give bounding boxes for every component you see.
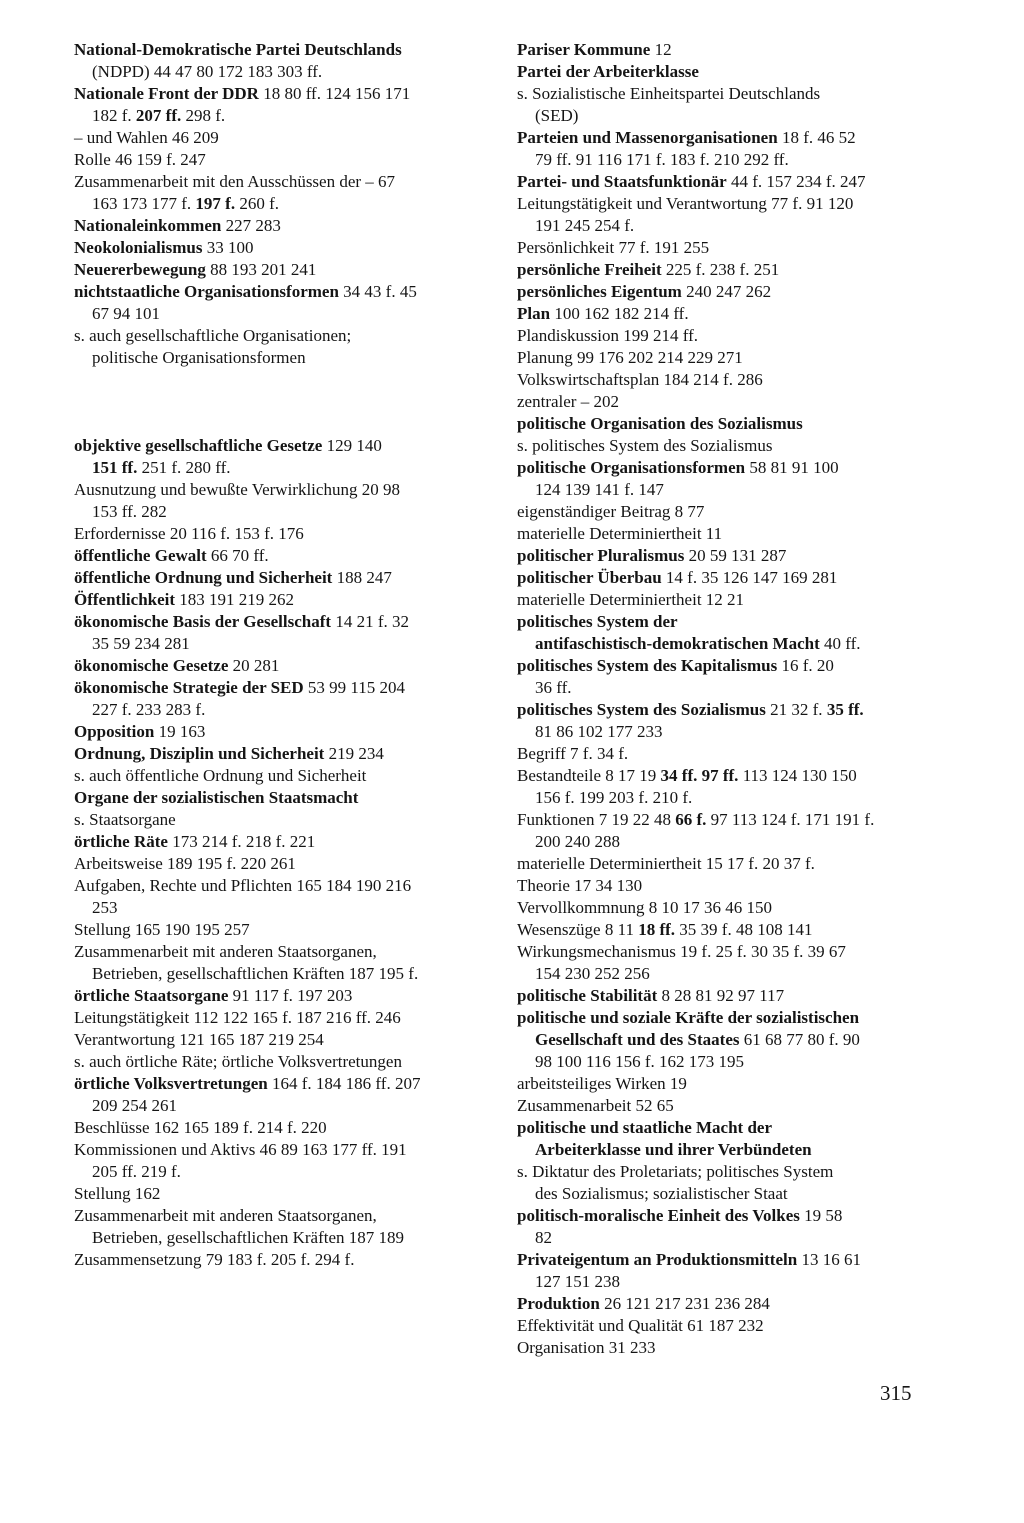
index-line [517, 347, 957, 369]
index-line [74, 875, 504, 897]
index-text: Plandiskussion 199 214 ff. [517, 326, 699, 345]
index-line [74, 1051, 504, 1073]
index-text: Wirkungsmechanismus 19 f. 25 f. 30 35 f. 39 67 [517, 942, 846, 961]
index-line [74, 39, 504, 61]
index-line [74, 105, 504, 127]
index-line [517, 1051, 957, 1073]
index-line [517, 941, 957, 963]
index-line [517, 83, 957, 105]
index-term: Partei- und Staatsfunktionär [517, 172, 727, 191]
index-term: ökonomische Basis der Gesellschaft [74, 612, 332, 631]
index-term: persönliches Eigentum [517, 282, 682, 301]
index-text: 260 f. [235, 194, 280, 213]
index-term: Arbeiterklasse und ihrer Verbündeten [535, 1140, 812, 1159]
index-line [517, 127, 957, 149]
index-text: 209 254 261 [92, 1096, 177, 1115]
index-line [517, 919, 957, 941]
index-text: Erfordernisse 20 116 f. 153 f. 176 [74, 524, 304, 543]
index-line [517, 479, 957, 501]
index-text: 163 173 177 f. [92, 194, 196, 213]
index-text: des Sozialismus; sozialistischer Staat [535, 1184, 788, 1203]
index-term: 207 ff. [135, 106, 182, 125]
index-text: 182 f. [92, 106, 136, 125]
index-line [517, 369, 957, 391]
index-term: 151 ff. [92, 458, 138, 477]
index-line [517, 897, 957, 919]
index-text: 82 [535, 1228, 552, 1247]
index-line [517, 1183, 957, 1205]
index-line [517, 721, 957, 743]
index-line [74, 787, 504, 809]
index-line [74, 853, 504, 875]
index-term: Opposition [74, 722, 155, 741]
index-line [517, 193, 957, 215]
index-line [74, 303, 504, 325]
index-term: objektive gesellschaftliche Gesetze [74, 436, 323, 455]
index-line [74, 1029, 504, 1051]
index-term: politische und soziale Kräfte der sozialistischen [517, 1008, 860, 1027]
index-text: Persönlichkeit 77 f. 191 255 [517, 238, 710, 257]
index-term: 35 ff. [826, 700, 864, 719]
index-text: s. auch gesellschaftliche Organisationen; [74, 326, 352, 345]
index-line [74, 479, 504, 501]
index-text: 153 ff. 282 [92, 502, 167, 521]
index-line [74, 215, 504, 237]
index-line [517, 677, 957, 699]
index-line [74, 677, 504, 699]
index-line [74, 193, 504, 215]
index-text: 100 162 182 214 ff. [550, 304, 689, 323]
index-text: s. Sozialistische Einheitspartei Deutschlands [517, 84, 821, 103]
index-text: 188 247 [332, 568, 392, 587]
index-text: Zusammenarbeit mit den Ausschüssen der – 67 [74, 172, 396, 191]
index-text: 19 58 [799, 1206, 843, 1225]
index-text: arbeitsteiliges Wirken 19 [517, 1074, 687, 1093]
index-text: s. Staatsorgane [74, 810, 176, 829]
index-line [517, 1293, 957, 1315]
index-text: (SED) [535, 106, 579, 125]
index-text: 14 21 f. 32 [331, 612, 409, 631]
index-term: örtliche Volksvertretungen [74, 1074, 268, 1093]
index-text: materielle Determiniertheit 12 21 [517, 590, 745, 609]
index-term: öffentliche Ordnung und Sicherheit [74, 568, 333, 587]
index-line [517, 809, 957, 831]
index-line [517, 391, 957, 413]
index-line [517, 281, 957, 303]
index-term: politisches System des Kapitalismus [517, 656, 778, 675]
index-text: 253 [92, 898, 118, 917]
index-term: Plan [517, 304, 551, 323]
index-text: 129 140 [322, 436, 382, 455]
index-term: politische Stabilität [517, 986, 658, 1005]
index-line [517, 501, 957, 523]
index-term: politisch-moralische Einheit des Volkes [517, 1206, 800, 1225]
index-text: Effektivität und Qualität 61 187 232 [517, 1316, 764, 1335]
index-text: 58 81 91 100 [745, 458, 839, 477]
index-text: s. auch öffentliche Ordnung und Sicherheit [74, 766, 367, 785]
index-line [74, 127, 504, 149]
index-line [517, 1161, 957, 1183]
index-text: 67 94 101 [92, 304, 160, 323]
index-text: 21 32 f. [765, 700, 827, 719]
index-line [517, 61, 957, 83]
index-term: örtliche Staatsorgane [74, 986, 229, 1005]
index-text: – und Wahlen 46 209 [74, 128, 219, 147]
index-line [74, 83, 504, 105]
index-line [517, 105, 957, 127]
index-line [517, 523, 957, 545]
index-text: 19 163 [154, 722, 206, 741]
index-line [74, 1095, 504, 1117]
index-line [74, 149, 504, 171]
index-line [517, 457, 957, 479]
index-text: 205 ff. 219 f. [92, 1162, 181, 1181]
index-term: Parteien und Massenorganisationen [517, 128, 778, 147]
index-term: Organe der sozialistischen Staatsmacht [74, 788, 359, 807]
index-term: Privateigentum an Produktionsmitteln [517, 1250, 798, 1269]
index-term: Ordnung, Disziplin und Sicherheit [74, 744, 325, 763]
index-text: Ausnutzung und bewußte Verwirklichung 20 98 [74, 480, 400, 499]
index-line [517, 1029, 957, 1051]
index-line [517, 1073, 957, 1095]
index-text: 40 ff. [819, 634, 861, 653]
index-line [517, 985, 957, 1007]
index-text: 13 16 61 [797, 1250, 861, 1269]
index-text: 191 245 254 f. [535, 216, 635, 235]
index-term: Pariser Kommune [517, 40, 651, 59]
index-text: 200 240 288 [535, 832, 620, 851]
index-text: Stellung 162 [74, 1184, 161, 1203]
index-text: 127 151 238 [535, 1272, 620, 1291]
index-term: nichtstaatliche Organisationsformen [74, 282, 339, 301]
index-text: Planung 99 176 202 214 229 271 [517, 348, 743, 367]
index-line [74, 1007, 504, 1029]
index-line [74, 963, 504, 985]
index-text: 12 [650, 40, 672, 59]
index-term: Partei der Arbeiterklasse [517, 62, 699, 81]
index-line [74, 611, 504, 633]
index-text: 79 ff. 91 116 171 f. 183 f. 210 292 ff. [535, 150, 789, 169]
index-line [74, 1117, 504, 1139]
index-line [74, 567, 504, 589]
index-line [74, 259, 504, 281]
index-term: 197 f. [195, 194, 236, 213]
index-line [74, 985, 504, 1007]
column-gap [74, 369, 504, 435]
index-text: 35 39 f. 48 108 141 [675, 920, 813, 939]
index-line [517, 611, 957, 633]
index-term: Produktion [517, 1294, 600, 1313]
index-term: 34 ff. 97 ff. [660, 766, 739, 785]
index-text: Verantwortung 121 165 187 219 254 [74, 1030, 324, 1049]
index-line [74, 545, 504, 567]
index-line [74, 171, 504, 193]
index-term: National-Demokratische Partei Deutschlands [74, 40, 402, 59]
index-term: politischer Überbau [517, 568, 662, 587]
index-line [517, 875, 957, 897]
index-text: 240 247 262 [681, 282, 772, 301]
index-line [74, 1073, 504, 1095]
index-column-right [517, 39, 957, 1359]
index-line [517, 589, 957, 611]
index-line [74, 1161, 504, 1183]
index-line [74, 1139, 504, 1161]
index-line [517, 963, 957, 985]
index-term: 66 f. [675, 810, 707, 829]
index-text: Organisation 31 233 [517, 1338, 656, 1357]
index-text: Arbeitsweise 189 195 f. 220 261 [74, 854, 296, 873]
index-line [74, 919, 504, 941]
index-text: s. politisches System des Sozialismus [517, 436, 773, 455]
index-text: 124 139 141 f. 147 [535, 480, 664, 499]
index-text: 81 86 102 177 233 [535, 722, 663, 741]
index-text: 227 283 [221, 216, 281, 235]
index-term: Nationaleinkommen [74, 216, 222, 235]
index-column-left [74, 39, 504, 1271]
index-line [74, 743, 504, 765]
index-line [74, 1205, 504, 1227]
index-text: Stellung 165 190 195 257 [74, 920, 250, 939]
index-line [517, 39, 957, 61]
index-line [74, 589, 504, 611]
index-text: materielle Determiniertheit 11 [517, 524, 723, 543]
index-text: Rolle 46 159 f. 247 [74, 150, 206, 169]
index-line [517, 1205, 957, 1227]
index-text: s. Diktatur des Proletariats; politisches System [517, 1162, 834, 1181]
index-text: Zusammensetzung 79 183 f. 205 f. 294 f. [74, 1250, 355, 1269]
index-text: Bestandteile 8 17 19 [517, 766, 661, 785]
index-line [74, 765, 504, 787]
index-line [517, 699, 957, 721]
index-term: Öffentlichkeit [74, 590, 176, 609]
index-text: Betrieben, gesellschaftlichen Kräften 187 189 [92, 1228, 405, 1247]
index-line [74, 457, 504, 479]
index-text: Beschlüsse 162 165 189 f. 214 f. 220 [74, 1118, 327, 1137]
index-line [74, 699, 504, 721]
index-text: 98 100 116 156 f. 162 173 195 [535, 1052, 745, 1071]
index-text: 298 f. [181, 106, 226, 125]
index-line [517, 545, 957, 567]
page-number: 315 [880, 1381, 912, 1405]
index-line [74, 325, 504, 347]
index-text: materielle Determiniertheit 15 17 f. 20 37 f. [517, 854, 815, 873]
index-line [517, 1139, 957, 1161]
index-term: antifaschistisch-demokratischen Macht [535, 634, 820, 653]
index-term: Gesellschaft und des Staates [535, 1030, 740, 1049]
index-line [74, 523, 504, 545]
index-text: Zusammenarbeit mit anderen Staatsorganen, [74, 1206, 377, 1225]
index-text: 61 68 77 80 f. 90 [739, 1030, 860, 1049]
index-text: 154 230 252 256 [535, 964, 650, 983]
index-term: örtliche Räte [74, 832, 168, 851]
index-line [517, 1315, 957, 1337]
index-text: 33 100 [202, 238, 254, 257]
index-term: politisches System der [517, 612, 678, 631]
index-term: politische Organisationsformen [517, 458, 746, 477]
index-line [517, 1227, 957, 1249]
index-line [517, 149, 957, 171]
index-line [74, 501, 504, 523]
index-line [74, 721, 504, 743]
index-term: Neuererbewegung [74, 260, 206, 279]
index-text: Vervollkommnung 8 10 17 36 46 150 [517, 898, 772, 917]
index-text: 20 59 131 287 [684, 546, 787, 565]
index-text: 227 f. 233 283 f. [92, 700, 206, 719]
index-text: 16 f. 20 [777, 656, 834, 675]
index-text: 8 28 81 92 97 117 [657, 986, 785, 1005]
index-text: 20 281 [228, 656, 280, 675]
index-line [74, 831, 504, 853]
index-text: Volkswirtschaftsplan 184 214 f. 286 [517, 370, 763, 389]
index-text: 156 f. 199 203 f. 210 f. [535, 788, 693, 807]
index-line [517, 1271, 957, 1293]
index-text: Leitungstätigkeit 112 122 165 f. 187 216 ff. 246 [74, 1008, 401, 1027]
index-term: Nationale Front der DDR [74, 84, 259, 103]
index-line [74, 237, 504, 259]
index-term: politische Organisation des Sozialismus [517, 414, 803, 433]
index-term: politische und staatliche Macht der [517, 1118, 772, 1137]
index-line [517, 743, 957, 765]
index-text: eigenständiger Beitrag 8 77 [517, 502, 705, 521]
index-text: 91 117 f. 197 203 [228, 986, 353, 1005]
index-line [74, 61, 504, 83]
index-line [517, 633, 957, 655]
index-line [517, 787, 957, 809]
index-line [517, 831, 957, 853]
index-text: 164 f. 184 186 ff. 207 [267, 1074, 421, 1093]
index-term: persönliche Freiheit [517, 260, 662, 279]
index-term: 18 ff. [638, 920, 676, 939]
index-text: 44 f. 157 234 f. 247 [726, 172, 866, 191]
index-term: Neokolonialismus [74, 238, 203, 257]
index-line [517, 259, 957, 281]
index-text: 26 121 217 231 236 284 [599, 1294, 770, 1313]
index-text: 219 234 [324, 744, 384, 763]
index-text: 34 43 f. 45 [338, 282, 417, 301]
index-line [517, 655, 957, 677]
index-line [517, 1007, 957, 1029]
index-line [74, 655, 504, 677]
index-term: ökonomische Strategie der SED [74, 678, 304, 697]
index-text: 225 f. 238 f. 251 [661, 260, 780, 279]
index-text: 251 f. 280 ff. [137, 458, 231, 477]
index-text: Aufgaben, Rechte und Pflichten 165 184 190 216 [74, 876, 412, 895]
index-line [517, 237, 957, 259]
index-text: Theorie 17 34 130 [517, 876, 643, 895]
index-text: Leitungstätigkeit und Verantwortung 77 f. 91 120 [517, 194, 854, 213]
index-text: Betrieben, gesellschaftlichen Kräften 187 195 f. [92, 964, 419, 983]
index-text: 18 80 ff. 124 156 171 [258, 84, 411, 103]
index-text: Zusammenarbeit mit anderen Staatsorganen, [74, 942, 377, 961]
index-text: Begriff 7 f. 34 f. [517, 744, 629, 763]
index-line [74, 809, 504, 831]
index-line [517, 1117, 957, 1139]
index-line [517, 765, 957, 787]
index-line [517, 171, 957, 193]
index-line [517, 567, 957, 589]
index-line [517, 1249, 957, 1271]
index-text: Kommissionen und Aktivs 46 89 163 177 ff. 191 [74, 1140, 407, 1159]
index-text: 14 f. 35 126 147 169 281 [661, 568, 838, 587]
index-line [517, 325, 957, 347]
index-text: 97 113 124 f. 171 191 f. [706, 810, 875, 829]
index-line [517, 853, 957, 875]
index-text: Zusammenarbeit 52 65 [517, 1096, 674, 1115]
index-text: politische Organisationsformen [92, 348, 306, 367]
index-line [517, 215, 957, 237]
index-text: 36 ff. [535, 678, 572, 697]
index-text: (NDPD) 44 47 80 172 183 303 ff. [92, 62, 323, 81]
index-term: politischer Pluralismus [517, 546, 685, 565]
index-line [74, 897, 504, 919]
index-text: 53 99 115 204 [303, 678, 406, 697]
index-term: ökonomische Gesetze [74, 656, 229, 675]
index-line [74, 1227, 504, 1249]
index-text: 88 193 201 241 [205, 260, 317, 279]
index-line [74, 1183, 504, 1205]
index-line [74, 633, 504, 655]
index-line [517, 1337, 957, 1359]
index-line [517, 1095, 957, 1117]
index-text: 173 214 f. 218 f. 221 [167, 832, 316, 851]
index-text: zentraler – 202 [517, 392, 619, 411]
index-term: politisches System des Sozialismus [517, 700, 766, 719]
index-line [74, 1249, 504, 1271]
index-line [517, 413, 957, 435]
index-text: Wesenszüge 8 11 [517, 920, 639, 939]
index-text: 18 f. 46 52 [777, 128, 856, 147]
index-line [517, 303, 957, 325]
index-line [74, 281, 504, 303]
index-term: öffentliche Gewalt [74, 546, 207, 565]
index-text: s. auch örtliche Räte; örtliche Volksvertretungen [74, 1052, 402, 1071]
index-text: 113 124 130 150 [738, 766, 857, 785]
index-line [74, 435, 504, 457]
index-line [74, 347, 504, 369]
index-text: Funktionen 7 19 22 48 [517, 810, 676, 829]
index-line [74, 941, 504, 963]
index-text: 66 70 ff. [206, 546, 269, 565]
index-line [517, 435, 957, 457]
index-text: 35 59 234 281 [92, 634, 190, 653]
index-text: 183 191 219 262 [175, 590, 295, 609]
